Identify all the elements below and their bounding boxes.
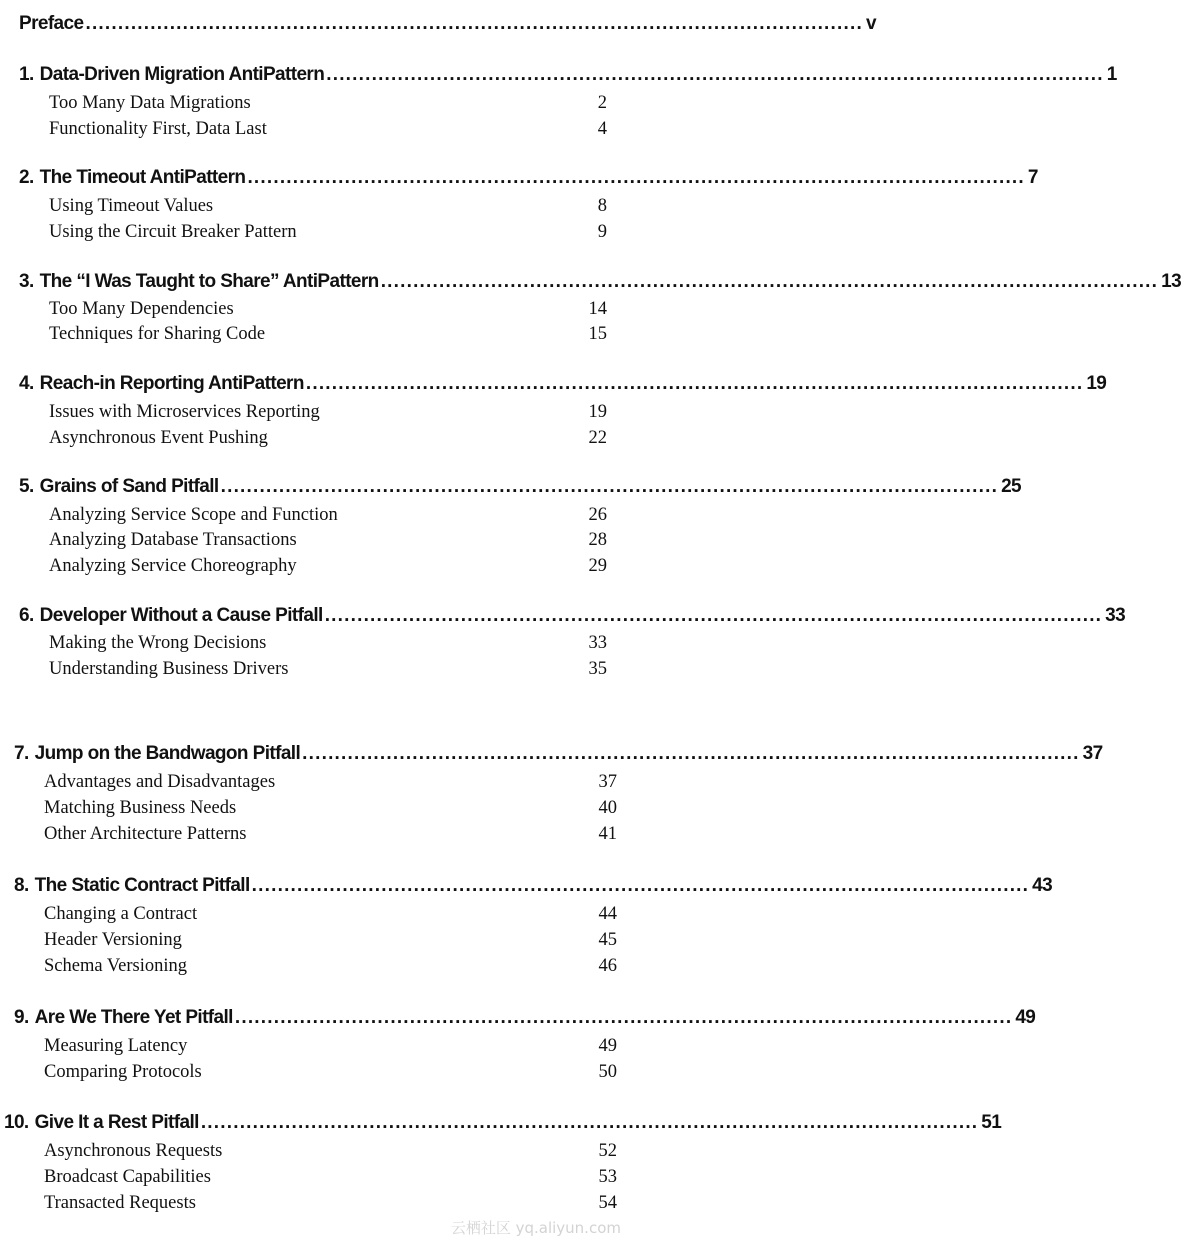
chapter-title: The “I Was Taught to Share” AntiPattern bbox=[39, 271, 379, 292]
leader-dots: ........................................................................................................................ bbox=[251, 875, 1030, 896]
toc-preface[interactable] bbox=[19, 12, 876, 36]
toc-section[interactable] bbox=[44, 770, 617, 794]
toc-chapter-heading[interactable] bbox=[19, 475, 1022, 499]
section-title: Asynchronous Requests bbox=[44, 1141, 223, 1161]
section-page: 19 bbox=[588, 402, 607, 422]
section-title: Functionality First, Data Last bbox=[49, 119, 267, 139]
section-title: Transacted Requests bbox=[44, 1193, 196, 1213]
section-title: Broadcast Capabilities bbox=[44, 1167, 211, 1187]
section-page: 35 bbox=[588, 659, 607, 679]
chapter-page: 13 bbox=[1161, 271, 1181, 292]
chapter-title: Data-Driven Migration AntiPattern bbox=[39, 64, 325, 85]
toc-section[interactable] bbox=[44, 1191, 617, 1215]
section-page: 52 bbox=[598, 1141, 617, 1161]
toc-chapter-heading[interactable] bbox=[19, 166, 1038, 190]
chapter-number: 6. bbox=[19, 605, 34, 626]
section-page: 8 bbox=[597, 196, 607, 216]
chapter-number: 3. bbox=[19, 271, 34, 292]
section-title: Analyzing Service Scope and Function bbox=[49, 505, 338, 525]
toc-section[interactable] bbox=[49, 322, 607, 346]
chapter-page: 37 bbox=[1082, 743, 1103, 764]
chapter-title: The Static Contract Pitfall bbox=[34, 875, 250, 896]
toc-chapter-heading[interactable] bbox=[19, 63, 1117, 87]
chapter-title: Give It a Rest Pitfall bbox=[34, 1112, 199, 1133]
toc-section[interactable] bbox=[44, 1139, 617, 1163]
section-title: Asynchronous Event Pushing bbox=[49, 428, 268, 448]
toc-section[interactable] bbox=[44, 1034, 617, 1058]
toc-section[interactable] bbox=[44, 796, 617, 820]
section-title: Making the Wrong Decisions bbox=[49, 633, 267, 653]
toc-chapter-heading[interactable] bbox=[14, 742, 1103, 766]
leader-dots: ........................................................................................................................ bbox=[85, 13, 863, 34]
toc-section[interactable] bbox=[49, 426, 607, 450]
section-page: 15 bbox=[588, 324, 607, 344]
chapter-number: 4. bbox=[19, 373, 34, 394]
section-page: 41 bbox=[598, 824, 617, 844]
leader-dots: ........................................................................................................................ bbox=[247, 167, 1025, 188]
section-title: Header Versioning bbox=[44, 930, 182, 950]
toc-section[interactable] bbox=[49, 528, 607, 552]
section-title: Schema Versioning bbox=[44, 956, 188, 976]
chapter-page: 19 bbox=[1086, 373, 1107, 394]
section-title: Matching Business Needs bbox=[44, 798, 237, 818]
chapter-title: Grains of Sand Pitfall bbox=[39, 476, 219, 497]
toc-section[interactable] bbox=[49, 657, 607, 681]
toc-section[interactable] bbox=[49, 220, 607, 244]
leader-dots: ........................................................................................................................ bbox=[305, 373, 1084, 394]
section-page: 33 bbox=[588, 633, 607, 653]
leader-dots: ........................................................................................................................ bbox=[234, 1007, 1013, 1028]
section-title: Using Timeout Values bbox=[49, 196, 214, 216]
section-title: Advantages and Disadvantages bbox=[44, 772, 276, 792]
chapter-number: 5. bbox=[19, 476, 34, 497]
section-title: Using the Circuit Breaker Pattern bbox=[49, 222, 297, 242]
toc-chapter-heading[interactable] bbox=[19, 372, 1107, 396]
toc-preface-title: Preface bbox=[19, 13, 84, 34]
chapter-page: 7 bbox=[1027, 167, 1038, 188]
leader-dots: ........................................................................................................................ bbox=[326, 64, 1104, 85]
toc-section[interactable] bbox=[49, 194, 607, 218]
chapter-page: 43 bbox=[1032, 875, 1053, 896]
toc-section[interactable] bbox=[49, 503, 607, 527]
section-title: Understanding Business Drivers bbox=[49, 659, 289, 679]
toc-section[interactable] bbox=[49, 91, 607, 115]
chapter-page: 51 bbox=[981, 1112, 1002, 1133]
section-page: 46 bbox=[598, 956, 617, 976]
toc-section[interactable] bbox=[44, 1060, 617, 1084]
chapter-number: 2. bbox=[19, 167, 34, 188]
chapter-title: Developer Without a Cause Pitfall bbox=[39, 605, 323, 626]
chapter-number: 10. bbox=[4, 1112, 29, 1133]
toc-preface-page: v bbox=[865, 13, 876, 34]
chapter-number: 9. bbox=[14, 1007, 29, 1028]
leader-dots: ........................................................................................................................ bbox=[324, 605, 1103, 626]
section-page: 40 bbox=[598, 798, 617, 818]
toc-section[interactable] bbox=[49, 554, 607, 578]
section-title: Other Architecture Patterns bbox=[44, 824, 247, 844]
section-page: 37 bbox=[598, 772, 617, 792]
toc-section[interactable] bbox=[49, 400, 607, 424]
chapter-page: 1 bbox=[1106, 64, 1117, 85]
section-page: 44 bbox=[598, 904, 617, 924]
section-title: Too Many Dependencies bbox=[49, 299, 234, 319]
toc-section[interactable] bbox=[44, 928, 617, 952]
chapter-title: The Timeout AntiPattern bbox=[39, 167, 246, 188]
leader-dots: ........................................................................................................................ bbox=[380, 271, 1159, 292]
section-title: Measuring Latency bbox=[44, 1036, 188, 1056]
section-page: 29 bbox=[588, 556, 607, 576]
chapter-number: 8. bbox=[14, 875, 29, 896]
leader-dots: ........................................................................................................................ bbox=[200, 1112, 979, 1133]
toc-chapter-heading[interactable] bbox=[14, 874, 1053, 898]
leader-dots: ........................................................................................................................ bbox=[302, 743, 1080, 764]
section-title: Techniques for Sharing Code bbox=[49, 324, 266, 344]
section-page: 45 bbox=[598, 930, 617, 950]
section-page: 14 bbox=[588, 299, 607, 319]
toc-section[interactable] bbox=[44, 902, 617, 926]
section-title: Analyzing Service Choreography bbox=[49, 556, 297, 576]
chapter-number: 1. bbox=[19, 64, 34, 85]
toc-section[interactable] bbox=[44, 954, 617, 978]
section-page: 4 bbox=[597, 119, 607, 139]
toc-section[interactable] bbox=[44, 1165, 617, 1189]
section-page: 2 bbox=[597, 93, 607, 113]
toc-chapter-heading[interactable] bbox=[19, 270, 1181, 294]
chapter-title: Reach-in Reporting AntiPattern bbox=[39, 373, 304, 394]
section-title: Analyzing Database Transactions bbox=[49, 530, 297, 550]
toc-section[interactable] bbox=[49, 117, 607, 141]
toc-section[interactable] bbox=[49, 297, 607, 321]
section-page: 53 bbox=[598, 1167, 617, 1187]
toc-chapter-heading[interactable] bbox=[19, 604, 1126, 628]
leader-dots: ........................................................................................................................ bbox=[220, 476, 999, 497]
chapter-page: 33 bbox=[1105, 605, 1126, 626]
chapter-number: 7. bbox=[14, 743, 29, 764]
section-page: 9 bbox=[597, 222, 607, 242]
section-title: Changing a Contract bbox=[44, 904, 198, 924]
section-page: 50 bbox=[598, 1062, 617, 1082]
chapter-title: Are We There Yet Pitfall bbox=[34, 1007, 233, 1028]
toc-chapter-heading[interactable] bbox=[14, 1006, 1036, 1030]
toc-chapter-heading[interactable] bbox=[4, 1111, 1002, 1135]
section-page: 22 bbox=[588, 428, 607, 448]
section-page: 49 bbox=[598, 1036, 617, 1056]
chapter-page: 49 bbox=[1015, 1007, 1036, 1028]
chapter-page: 25 bbox=[1001, 476, 1022, 497]
chapter-title: Jump on the Bandwagon Pitfall bbox=[34, 743, 301, 764]
watermark: 云栖社区 yq.aliyun.com bbox=[450, 1219, 621, 1237]
section-title: Too Many Data Migrations bbox=[49, 93, 251, 113]
section-page: 26 bbox=[588, 505, 607, 525]
toc-section[interactable] bbox=[44, 822, 617, 846]
section-title: Issues with Microservices Reporting bbox=[49, 402, 320, 422]
section-title: Comparing Protocols bbox=[44, 1062, 202, 1082]
section-page: 54 bbox=[598, 1193, 617, 1213]
toc-section[interactable] bbox=[49, 631, 607, 655]
section-page: 28 bbox=[588, 530, 607, 550]
